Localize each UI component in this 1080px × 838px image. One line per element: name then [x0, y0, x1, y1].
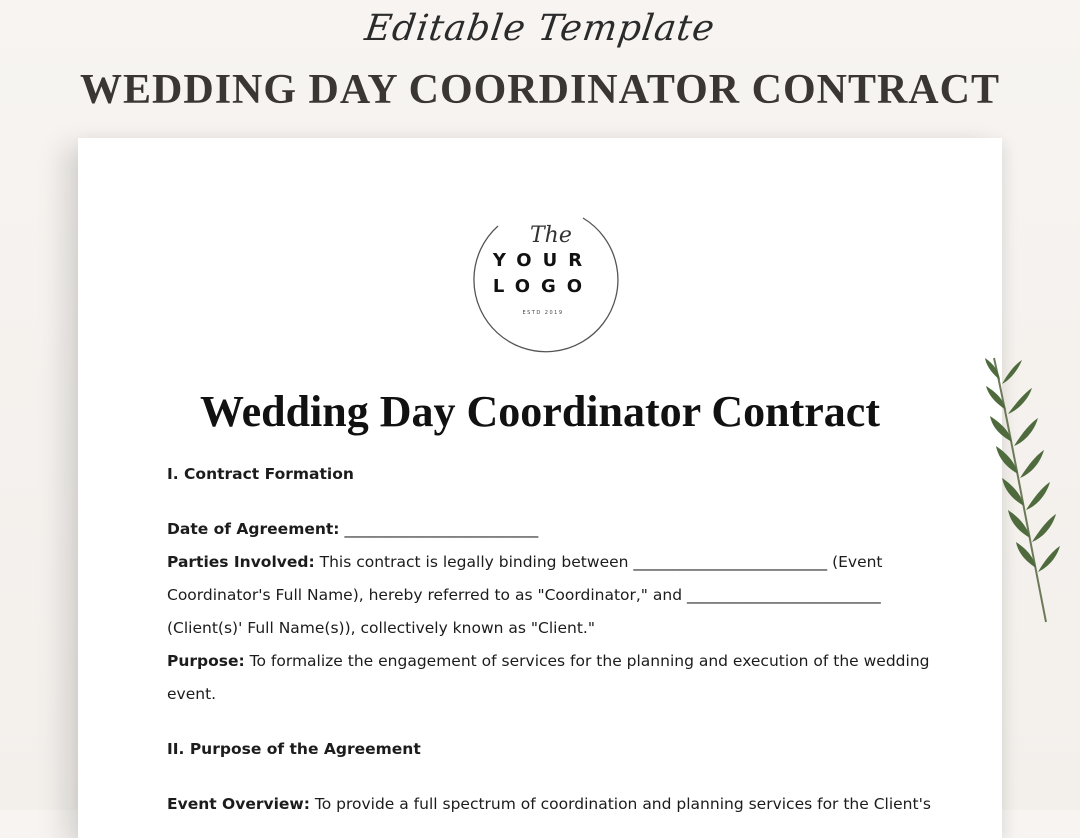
sprig-stem [994, 358, 1046, 622]
purpose-line-1 [167, 645, 930, 678]
event-overview-line [167, 788, 931, 821]
logo-emblem [458, 190, 628, 360]
banner-main-title: WEDDING DAY COORDINATOR CONTRACT [80, 67, 1000, 113]
document-body [167, 458, 931, 821]
parties-line-3: (Client(s)' Full Name(s)), collectively known as "Client." [167, 619, 595, 637]
logo-your-text: YOUR [492, 250, 594, 271]
document-page [78, 138, 1002, 838]
parties-text-1: This contract is legally binding between _________________________ (Event [319, 553, 883, 571]
document-title: Wedding Day Coordinator Contract [200, 387, 880, 436]
purpose-line-2: event. [167, 685, 217, 703]
date-label: Date of Agreement: [167, 520, 340, 538]
logo-estd-text: ESTD 2019 [522, 310, 564, 316]
parties-line-1 [167, 546, 907, 579]
overview-label: Event Overview: [167, 795, 310, 813]
logo-the-script: The [530, 223, 572, 248]
rosemary-sprig-decoration [982, 350, 1072, 630]
overview-text: To provide a full spectrum of coordination and planning services for the Client's [314, 795, 931, 813]
logo-logo-text: LOGO [492, 276, 594, 297]
section-heading-purpose-of-agreement: II. Purpose of the Agreement [167, 740, 421, 758]
script-banner-title: Editable Template [362, 8, 718, 49]
purpose-text-1: To formalize the engagement of services for the planning and execution of the wedding [249, 652, 930, 670]
parties-label: Parties Involved: [167, 553, 315, 571]
section-heading-contract-formation: I. Contract Formation [167, 465, 354, 483]
parties-line-2: Coordinator's Full Name), hereby referred to as "Coordinator," and _________________________ [167, 586, 881, 604]
purpose-label: Purpose: [167, 652, 245, 670]
date-blank: _________________________ [344, 520, 539, 538]
date-of-agreement-line [167, 513, 907, 546]
sprig-leaves [985, 358, 1060, 572]
